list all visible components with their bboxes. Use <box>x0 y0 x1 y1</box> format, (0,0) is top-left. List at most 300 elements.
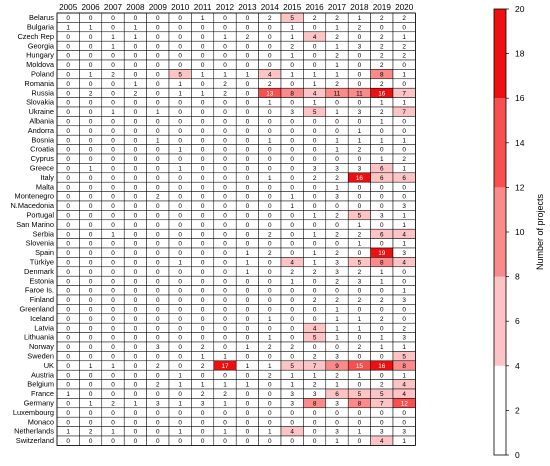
cell-value: 0 <box>245 184 250 192</box>
cell-value: 4 <box>312 90 317 98</box>
cell-value: 0 <box>156 62 160 70</box>
year-label: 2010 <box>171 3 190 12</box>
cell-value: 0 <box>133 174 138 182</box>
cell-value: 0 <box>223 409 227 417</box>
year-label: 2019 <box>372 3 391 12</box>
cell-value: 0 <box>357 334 362 342</box>
cell-value: 0 <box>223 306 227 314</box>
cell-value: 3 <box>335 428 339 436</box>
cell-value: 0 <box>268 146 272 154</box>
cell-value: 0 <box>133 15 138 23</box>
cell-value: 0 <box>290 156 294 164</box>
country-label: Finland <box>29 295 54 305</box>
cell-value: 0 <box>245 52 250 60</box>
cell-value: 0 <box>156 80 160 88</box>
cell-value: 1 <box>268 315 272 323</box>
cell-value: 0 <box>290 250 294 258</box>
cell-value: 1 <box>335 137 339 145</box>
cell-value: 0 <box>290 118 294 126</box>
country-label: Montenegro <box>14 191 54 201</box>
colorbar-tick-label: 8 <box>515 271 520 282</box>
cell-value: 0 <box>178 174 182 182</box>
country-label: Spain <box>35 248 54 258</box>
cell-value: 2 <box>380 381 384 389</box>
cell-value: 0 <box>223 212 227 220</box>
cell-value: 1 <box>357 240 362 248</box>
cell-value: 0 <box>156 287 160 295</box>
cell-value: 0 <box>66 212 70 220</box>
cell-value: 0 <box>66 146 70 154</box>
cell-value: 0 <box>88 109 93 117</box>
cell-value: 0 <box>200 118 205 126</box>
cell-value: 0 <box>178 52 182 60</box>
cell-value: 0 <box>111 80 115 88</box>
cell-value: 0 <box>335 127 339 135</box>
country-label: Albania <box>29 116 54 126</box>
country-label: Poland <box>30 69 54 79</box>
cell-value: 0 <box>335 156 339 164</box>
cell-value: 0 <box>156 419 160 427</box>
cell-value: 2 <box>268 250 272 258</box>
cell-value: 6 <box>380 231 384 239</box>
cell-value: 13 <box>266 90 274 98</box>
cell-value: 1 <box>66 428 70 436</box>
cell-value: 1 <box>402 240 406 248</box>
cell-value: 1 <box>357 428 362 436</box>
cell-value: 0 <box>66 419 70 427</box>
cell-value: 0 <box>335 99 339 107</box>
cell-value: 1 <box>312 372 317 380</box>
cell-value: 0 <box>335 240 339 248</box>
cell-value: 3 <box>402 428 406 436</box>
cell-value: 1 <box>380 99 384 107</box>
cell-value: 1 <box>223 428 227 436</box>
country-label: Italy <box>40 172 54 182</box>
cell-value: 0 <box>245 419 250 427</box>
cell-value: 0 <box>245 372 250 380</box>
cell-value: 1 <box>223 353 227 361</box>
cell-value: 0 <box>111 268 115 276</box>
cell-value: 0 <box>111 306 115 314</box>
cell-value: 0 <box>200 193 205 201</box>
cell-value: 0 <box>268 438 272 446</box>
country-label: Monaco <box>27 417 54 427</box>
cell-value: 0 <box>88 372 93 380</box>
year-label: 2006 <box>81 3 100 12</box>
cell-value: 0 <box>268 419 272 427</box>
cell-value: 2 <box>223 80 227 88</box>
cell-value: 0 <box>66 278 70 286</box>
cell-value: 0 <box>88 259 93 267</box>
cell-value: 2 <box>335 278 339 286</box>
country-label: Andorra <box>27 125 54 135</box>
year-label: 2005 <box>59 3 78 12</box>
cell-value: 1 <box>402 372 406 380</box>
cell-value: 0 <box>357 184 362 192</box>
cell-value: 0 <box>111 391 115 399</box>
cell-value: 1 <box>335 315 339 323</box>
cell-value: 0 <box>88 409 93 417</box>
cell-value: 0 <box>312 240 317 248</box>
cell-value: 0 <box>380 306 384 314</box>
cell-value: 0 <box>178 240 182 248</box>
cell-value: 0 <box>268 109 272 117</box>
cell-value: 0 <box>200 419 205 427</box>
year-label: 2020 <box>395 3 414 12</box>
cell-value: 7 <box>402 109 406 117</box>
cell-value: 0 <box>312 409 317 417</box>
cell-value: 0 <box>223 372 227 380</box>
cell-value: 0 <box>223 268 227 276</box>
cell-value: 7 <box>402 90 406 98</box>
cell-value: 3 <box>312 391 317 399</box>
cell-value: 0 <box>200 438 205 446</box>
cell-value: 0 <box>268 400 272 408</box>
cell-value: 2 <box>312 297 317 305</box>
cell-value: 0 <box>133 419 138 427</box>
cell-value: 0 <box>245 212 250 220</box>
cell-value: 0 <box>133 353 138 361</box>
cell-value: 0 <box>88 297 93 305</box>
country-label: UK <box>43 360 54 370</box>
cell-value: 0 <box>66 231 70 239</box>
cell-value: 0 <box>223 315 227 323</box>
cell-value: 0 <box>312 203 317 211</box>
cell-value: 0 <box>245 334 250 342</box>
cell-value: 1 <box>357 221 362 229</box>
cell-value: 0 <box>66 438 70 446</box>
cell-value: 1 <box>335 184 339 192</box>
cell-value: 1 <box>335 71 339 79</box>
cell-value: 0 <box>178 353 182 361</box>
cell-value: 0 <box>200 334 205 342</box>
cell-value: 0 <box>312 137 317 145</box>
cell-value: 0 <box>111 334 115 342</box>
cell-value: 1 <box>268 428 272 436</box>
cell-value: 0 <box>111 174 115 182</box>
cell-value: 1 <box>66 391 70 399</box>
cell-value: 0 <box>133 212 138 220</box>
cell-value: 3 <box>402 297 406 305</box>
cell-value: 0 <box>200 174 205 182</box>
cell-value: 6 <box>380 174 384 182</box>
cell-value: 0 <box>156 438 160 446</box>
cell-value: 0 <box>312 156 317 164</box>
cell-value: 0 <box>66 372 70 380</box>
cell-value: 2 <box>312 174 317 182</box>
cell-value: 1 <box>156 137 160 145</box>
cell-value: 1 <box>88 400 93 408</box>
cell-value: 3 <box>335 353 339 361</box>
cell-value: 2 <box>223 391 227 399</box>
cell-value: 0 <box>223 174 227 182</box>
cell-value: 1 <box>111 109 115 117</box>
cell-value: 0 <box>66 15 70 23</box>
cell-value: 0 <box>66 381 70 389</box>
cell-value: 0 <box>200 250 205 258</box>
cell-value: 0 <box>268 259 272 267</box>
cell-value: 0 <box>133 184 138 192</box>
cell-value: 0 <box>335 118 339 126</box>
cell-value: 2 <box>312 381 317 389</box>
cell-value: 1 <box>380 268 384 276</box>
cell-value: 1 <box>402 221 406 229</box>
cell-value: 0 <box>312 184 317 192</box>
cell-value: 3 <box>290 391 294 399</box>
cell-value: 0 <box>88 184 93 192</box>
cell-value: 0 <box>200 306 205 314</box>
cell-value: 4 <box>268 71 272 79</box>
cell-value: 0 <box>312 127 317 135</box>
colorbar-tick-label: 14 <box>515 137 525 148</box>
cell-value: 7 <box>380 400 384 408</box>
cell-value: 0 <box>200 52 205 60</box>
cell-value: 0 <box>66 259 70 267</box>
cell-value: 0 <box>357 353 362 361</box>
cell-value: 16 <box>378 362 386 370</box>
cell-value: 0 <box>200 278 205 286</box>
cell-value: 0 <box>66 306 70 314</box>
cell-value: 0 <box>88 325 93 333</box>
cell-value: 8 <box>290 90 294 98</box>
cell-value: 0 <box>380 203 384 211</box>
cell-value: 12 <box>400 400 408 408</box>
cell-value: 0 <box>223 325 227 333</box>
cell-value: 0 <box>111 24 115 32</box>
cell-value: 2 <box>268 344 272 352</box>
cell-value: 0 <box>178 184 182 192</box>
country-label: Sweden <box>27 351 54 361</box>
country-label: Türkiye <box>29 257 54 267</box>
cell-value: 0 <box>312 438 317 446</box>
cell-value: 1 <box>402 212 406 220</box>
cell-value: 0 <box>178 315 182 323</box>
cell-value: 0 <box>133 268 138 276</box>
cell-value: 2 <box>357 231 362 239</box>
cell-value: 0 <box>245 400 250 408</box>
cell-value: 2 <box>335 231 339 239</box>
cell-value: 0 <box>245 90 250 98</box>
cell-value: 3 <box>335 400 339 408</box>
cell-value: 0 <box>245 325 250 333</box>
cell-value: 0 <box>111 156 115 164</box>
cell-value: 5 <box>312 109 317 117</box>
cell-value: 1 <box>111 362 115 370</box>
cell-value: 0 <box>111 315 115 323</box>
cell-value: 0 <box>178 156 182 164</box>
cell-value: 17 <box>221 362 229 370</box>
country-label: Faroe Is. <box>24 285 54 295</box>
cell-value: 0 <box>312 306 317 314</box>
colorbar-tick-label: 12 <box>515 182 525 193</box>
cell-value: 0 <box>268 165 272 173</box>
cell-value: 0 <box>133 52 138 60</box>
year-label: 2018 <box>350 3 369 12</box>
cell-value: 0 <box>111 146 115 154</box>
country-label: Czech Rep <box>17 31 54 41</box>
cell-value: 0 <box>88 52 93 60</box>
cell-value: 0 <box>268 409 272 417</box>
cell-value: 2 <box>335 33 339 41</box>
cell-value: 0 <box>245 127 250 135</box>
cell-value: 0 <box>156 391 160 399</box>
cell-value: 0 <box>66 43 70 51</box>
cell-value: 0 <box>178 344 182 352</box>
cell-value: 0 <box>88 137 93 145</box>
cell-value: 0 <box>133 278 138 286</box>
cell-value: 2 <box>268 231 272 239</box>
cell-value: 0 <box>357 381 362 389</box>
cell-value: 2 <box>200 344 205 352</box>
cell-value: 0 <box>290 287 294 295</box>
cell-value: 1 <box>312 99 317 107</box>
cell-value: 0 <box>290 99 294 107</box>
cell-value: 0 <box>200 33 205 41</box>
cell-value: 0 <box>133 99 138 107</box>
cell-value: 0 <box>66 52 70 60</box>
colorbar-segment <box>494 9 506 98</box>
cell-value: 0 <box>335 419 339 427</box>
cell-value: 0 <box>402 419 406 427</box>
cell-value: 1 <box>245 250 250 258</box>
cell-value: 4 <box>312 33 317 41</box>
cell-value: 0 <box>312 62 317 70</box>
cell-value: 0 <box>335 409 339 417</box>
cell-value: 0 <box>178 409 182 417</box>
cell-value: 4 <box>312 325 317 333</box>
cell-value: 0 <box>88 203 93 211</box>
cell-value: 0 <box>290 315 294 323</box>
cell-value: 0 <box>133 109 138 117</box>
cell-value: 1 <box>312 231 317 239</box>
cell-value: 0 <box>178 109 182 117</box>
cell-value: 0 <box>133 146 138 154</box>
cell-value: 0 <box>245 203 250 211</box>
cell-value: 5 <box>357 259 362 267</box>
country-label: Switzerland <box>15 436 54 446</box>
cell-value: 3 <box>335 165 339 173</box>
cell-value: 3 <box>156 344 160 352</box>
cell-value: 1 <box>245 268 250 276</box>
cell-value: 0 <box>66 174 70 182</box>
cell-value: 0 <box>200 156 205 164</box>
cell-value: 0 <box>88 231 93 239</box>
country-label: Estonia <box>29 276 54 286</box>
cell-value: 0 <box>66 184 70 192</box>
cell-value: 0 <box>111 325 115 333</box>
cell-value: 0 <box>200 184 205 192</box>
cell-value: 0 <box>88 221 93 229</box>
cell-value: 1 <box>335 438 339 446</box>
country-label: Germany <box>23 398 54 408</box>
cell-value: 0 <box>312 278 317 286</box>
cell-value: 0 <box>88 344 93 352</box>
cell-value: 0 <box>66 71 70 79</box>
colorbar-tick-label: 18 <box>515 48 525 59</box>
cell-value: 0 <box>111 240 115 248</box>
cell-value: 0 <box>200 62 205 70</box>
cell-value: 0 <box>200 24 205 32</box>
cell-value: 3 <box>380 428 384 436</box>
cell-value: 0 <box>178 391 182 399</box>
cell-value: 0 <box>66 334 70 342</box>
cell-value: 0 <box>268 127 272 135</box>
cell-value: 1 <box>335 334 339 342</box>
year-label: 2014 <box>260 3 279 12</box>
cell-value: 0 <box>133 118 138 126</box>
cell-value: 0 <box>245 15 250 23</box>
cell-value: 1 <box>402 33 406 41</box>
cell-value: 0 <box>156 156 160 164</box>
cell-value: 0 <box>111 99 115 107</box>
country-label: Bulgaria <box>26 22 54 32</box>
cell-value: 0 <box>268 33 272 41</box>
cell-value: 0 <box>111 90 115 98</box>
cell-value: 2 <box>335 52 339 60</box>
cell-value: 2 <box>380 33 384 41</box>
cell-value: 2 <box>268 372 272 380</box>
cell-value: 0 <box>111 381 115 389</box>
country-label: Romania <box>24 78 54 88</box>
cell-value: 0 <box>223 287 227 295</box>
cell-value: 0 <box>66 109 70 117</box>
cell-value: 0 <box>380 372 384 380</box>
cell-value: 3 <box>335 193 339 201</box>
cell-value: 1 <box>402 71 406 79</box>
cell-value: 0 <box>133 250 138 258</box>
cell-value: 0 <box>66 344 70 352</box>
cell-value: 1 <box>380 334 384 342</box>
cell-value: 0 <box>88 381 93 389</box>
cell-value: 1 <box>88 165 93 173</box>
cell-value: 2 <box>156 381 160 389</box>
cell-value: 2 <box>290 344 294 352</box>
cell-value: 0 <box>133 381 138 389</box>
cell-value: 0 <box>268 118 272 126</box>
cell-value: 0 <box>357 287 362 295</box>
country-label: France <box>30 389 54 399</box>
cell-value: 1 <box>290 24 294 32</box>
cell-value: 2 <box>200 391 205 399</box>
cell-value: 0 <box>178 137 182 145</box>
cell-value: 0 <box>178 287 182 295</box>
cell-value: 0 <box>223 156 227 164</box>
cell-value: 0 <box>290 212 294 220</box>
cell-value: 0 <box>156 71 160 79</box>
country-label: N.Macedonia <box>10 201 54 211</box>
cell-value: 0 <box>111 184 115 192</box>
cell-value: 0 <box>156 306 160 314</box>
cell-value: 0 <box>380 127 384 135</box>
cell-value: 8 <box>402 362 406 370</box>
cell-value: 2 <box>156 193 160 201</box>
cell-value: 0 <box>245 428 250 436</box>
cell-value: 0 <box>88 33 93 41</box>
cell-value: 0 <box>178 33 182 41</box>
cell-value: 0 <box>357 156 362 164</box>
cell-value: 0 <box>66 409 70 417</box>
cell-value: 0 <box>178 15 182 23</box>
cell-value: 1 <box>245 381 250 389</box>
cell-value: 0 <box>200 212 205 220</box>
cell-value: 0 <box>178 334 182 342</box>
cell-value: 3 <box>357 109 362 117</box>
cell-value: 2 <box>335 250 339 258</box>
cell-value: 0 <box>223 99 227 107</box>
colorbar-segment <box>494 98 506 187</box>
cell-value: 3 <box>312 165 317 173</box>
cell-value: 1 <box>133 400 138 408</box>
